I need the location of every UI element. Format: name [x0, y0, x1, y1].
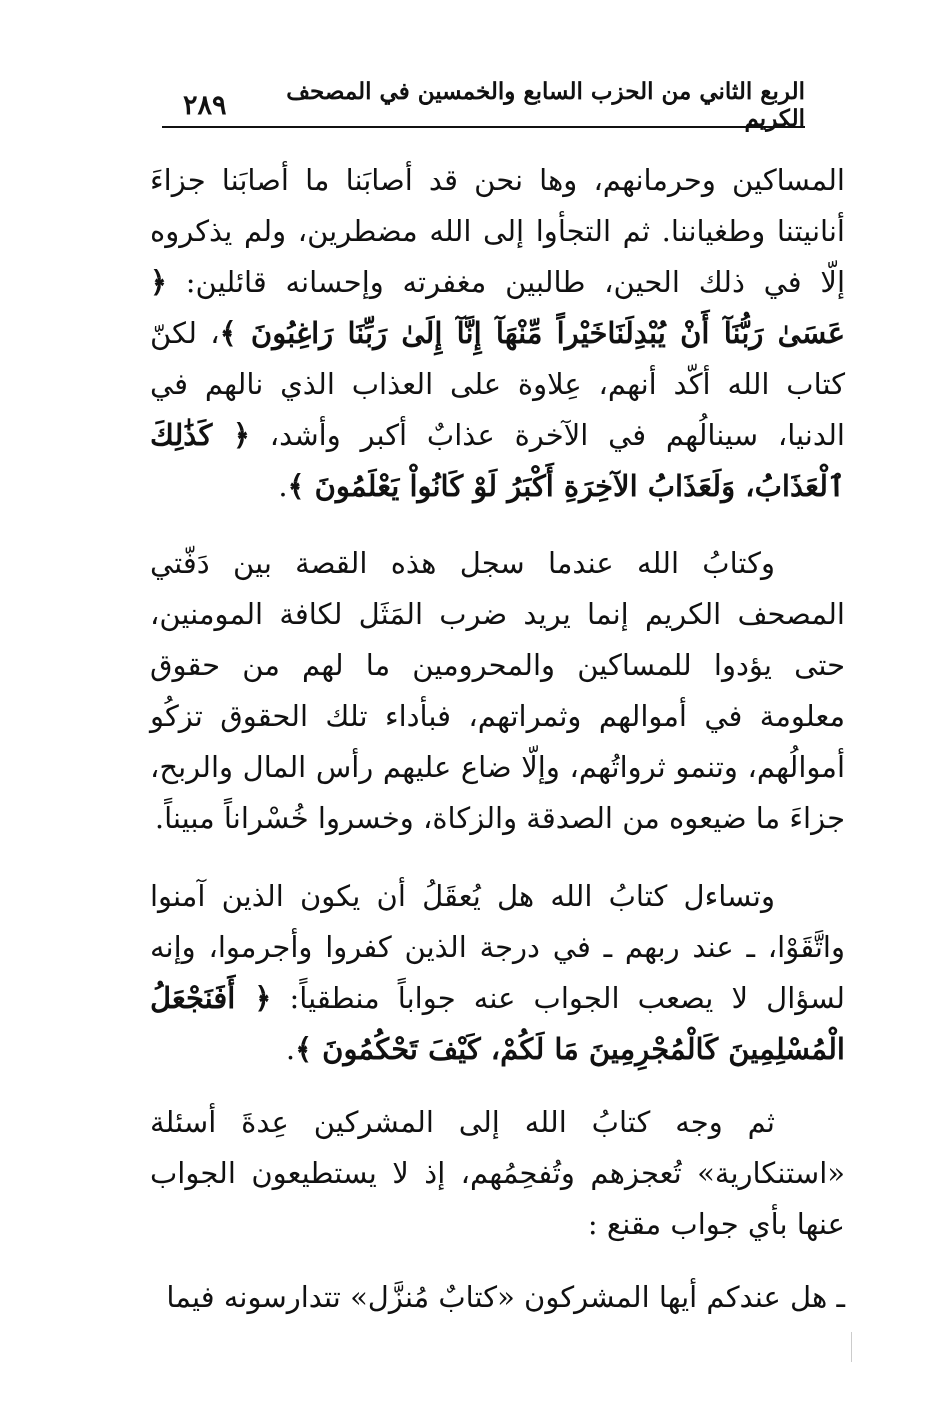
- margin-mark: [851, 1332, 852, 1362]
- quran-verse-1: ﴿ عَسَىٰ رَبُّنَآ أَنْ يُبْدِلَنَاخَيْراً مِّنْهَآ إِنَّآ إِلَىٰ رَبِّنَا رَاغِبُونَ ﴾: [150, 265, 845, 350]
- running-header: [155, 78, 805, 132]
- paragraph-1: [150, 155, 845, 512]
- paragraph-1-text-start: المساكين وحرمانهم، وها نحن قد أصابَنا ما أصابَنا جزاءَ أنانيتنا وطغياننا. ثم التجأوا إلى الله مضطرين، ولم يذكروه إلّا في ذلك الحين، طالبين مغفرته وإحسانه قائلين:: [150, 163, 845, 299]
- running-title: الربع الثاني من الحزب السابع والخمسين في المصحف الكريم: [286, 78, 805, 132]
- paragraph-5: ـ هل عندكم أيها المشركون «كتابٌ مُنزَّل» تتدارسونه فيما: [166, 1280, 845, 1314]
- paragraph-2: وكتابُ الله عندما سجل هذه القصة بين دَفّتي المصحف الكريم إنما يريد ضرب المَثَل لكافة المومنين، حتى يؤدوا للمساكين والمحرومين ما لهم من حقوق معلومة في أموالهم وثمراتهم، فبأداء تلك الحقوق تزكُو أموالُهم، وتنمو ثرواتُهم، وإلّا ضاع عليهم رأس المال والربح، جزاءَ ما ضيعوه من الصدقة والزكاة، وخسروا خُسْراناً مبيناً.: [150, 546, 845, 835]
- quran-verse-2: ﴿ كَذَٰلِكَ ٱلْعَذَابُ، وَلَعَذَابُ الآخِرَةِ أَكْبَرُ لَوْ كَانُواْ يَعْلَمُونَ ﴾: [150, 418, 845, 503]
- paragraph-3: [150, 871, 845, 1075]
- paragraph-3-text-end: .: [285, 1032, 296, 1066]
- paragraph-3-text-start: وتساءل كتابُ الله هل يُعقَلُ أن يكون الذين آمنوا واتَّقَوْا، ـ عند ربهم ـ في درجة الذين كفروا وأجرموا، وإنه لسؤال لا يصعب الجواب عنه جواباً منطقياً:: [150, 879, 845, 1015]
- quran-verse-3: ﴿ أَفَنَجْعَلُ الْمُسْلِمِينَ كَالْمُجْرِمِينَ مَا لَكُمْ، كَيْفَ تَحْكُمُونَ ﴾: [150, 981, 845, 1066]
- paragraph-1-text-middle: ، لكنّ كتاب الله أكّد أنهم، عِلاوة على العذاب الذي نالهم في الدنيا، سينالُهم في الآخرة عذابٌ أكبر وأشد،: [150, 316, 845, 452]
- page-number: ٢٨٩: [183, 89, 227, 121]
- paragraph-4: ثم وجه كتابُ الله إلى المشركين عِدةَ أسئلة «استنكارية» تُعجزهم وتُفحِمُهم، إذ لا يستطيعون الجواب عنها بأي جواب مقنع :: [150, 1105, 845, 1241]
- paragraph-1-text-end: .: [278, 469, 288, 503]
- header-rule: [162, 126, 805, 128]
- body-text: [150, 155, 845, 1323]
